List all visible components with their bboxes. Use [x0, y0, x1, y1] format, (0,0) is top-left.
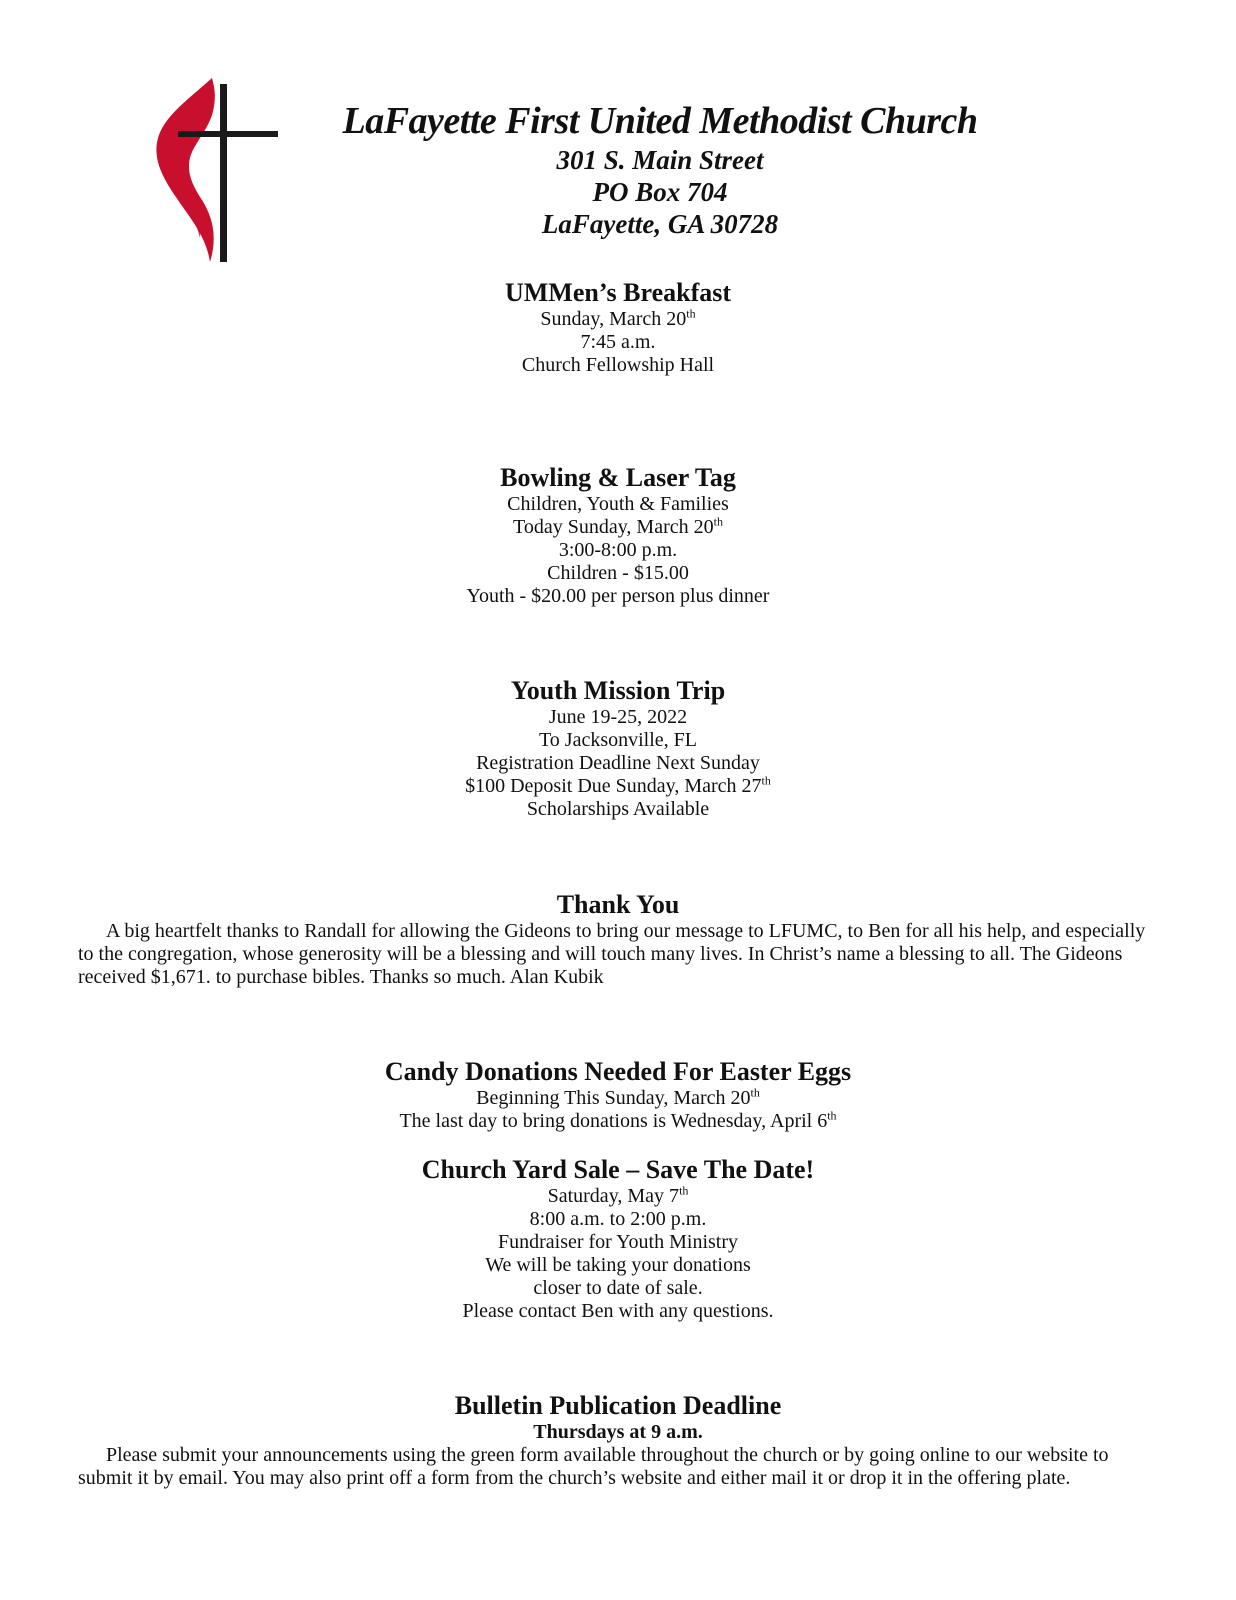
sale-date: Saturday, May 7th — [547, 1183, 689, 1207]
deposit-due: $100 Deposit Due Sunday, March 27th — [465, 773, 771, 797]
cross-and-flame-icon — [150, 76, 280, 266]
mission-trip-section — [0, 676, 1236, 821]
event-date: Sunday, March 20th — [540, 306, 696, 330]
po-box: PO Box 704 — [592, 177, 728, 207]
last-day: The last day to bring donations is Wednesday, April 6th — [399, 1108, 837, 1132]
event-time: 7:45 a.m. — [580, 331, 656, 353]
registration-deadline: Registration Deadline Next Sunday — [476, 752, 760, 774]
thank-you-body: A big heartfelt thanks to Randall for allowing the Gideons to bring our message to LFUMC, to Ben for all his help, and especially to the congregation, whose generosity will be a blessing and will touch many lives. In Christ’s name a blessing to all. The Gideons received $1,671. to purchase bibles. Thanks so much. Alan Kubik — [78, 920, 1146, 988]
bowling-section — [0, 463, 1236, 608]
section-heading: UMMen’s Breakfast — [504, 278, 731, 307]
sale-time: 8:00 a.m. to 2:00 p.m. — [529, 1208, 707, 1230]
cross-vertical — [220, 84, 227, 262]
candy-donations-section — [0, 1057, 1236, 1133]
trip-destination: To Jacksonville, FL — [538, 729, 698, 751]
youth-price: Youth - $20.00 per person plus dinner — [466, 585, 770, 607]
church-name: LaFayette First United Methodist Church — [342, 100, 978, 142]
event-audience: Children, Youth & Families — [507, 493, 729, 515]
deadline-body: Please submit your announcements using the green form available throughout the church or by going online to our website to submit it by email. You may also print off a form from the church’s website and either mail it or drop it in the offering plate. — [78, 1444, 1109, 1489]
yard-sale-section — [0, 1155, 1236, 1323]
church-header — [300, 98, 1020, 240]
deadline-time: Thursdays at 9 a.m. — [533, 1421, 703, 1443]
ummen-breakfast-section — [0, 278, 1236, 377]
section-heading: Bulletin Publication Deadline — [454, 1391, 782, 1420]
event-place: Church Fellowship Hall — [521, 354, 715, 376]
section-heading: Youth Mission Trip — [510, 676, 726, 705]
contact-line: Please contact Ben with any questions. — [462, 1300, 774, 1322]
donations-line-1: We will be taking your donations — [485, 1254, 751, 1276]
event-date: Today Sunday, March 20th — [513, 514, 723, 538]
section-heading: Thank You — [556, 890, 680, 919]
start-date: Beginning This Sunday, March 20th — [476, 1085, 760, 1109]
trip-dates: June 19-25, 2022 — [548, 706, 688, 728]
city-state-zip: LaFayette, GA 30728 — [541, 209, 779, 239]
street-address: 301 S. Main Street — [556, 145, 764, 175]
sale-purpose: Fundraiser for Youth Ministry — [497, 1231, 738, 1253]
thank-you-heading-block — [0, 890, 1236, 920]
scholarships: Scholarships Available — [526, 798, 710, 820]
children-price: Children - $15.00 — [547, 562, 689, 584]
bulletin-deadline-section — [0, 1391, 1236, 1443]
section-heading: Church Yard Sale – Save The Date! — [421, 1155, 815, 1184]
section-heading: Bowling & Laser Tag — [500, 463, 736, 492]
event-time: 3:00-8:00 p.m. — [558, 539, 678, 561]
flame-icon — [156, 78, 214, 262]
section-heading: Candy Donations Needed For Easter Eggs — [384, 1057, 852, 1086]
cross-horizontal — [178, 131, 278, 137]
donations-line-2: closer to date of sale. — [533, 1277, 703, 1299]
